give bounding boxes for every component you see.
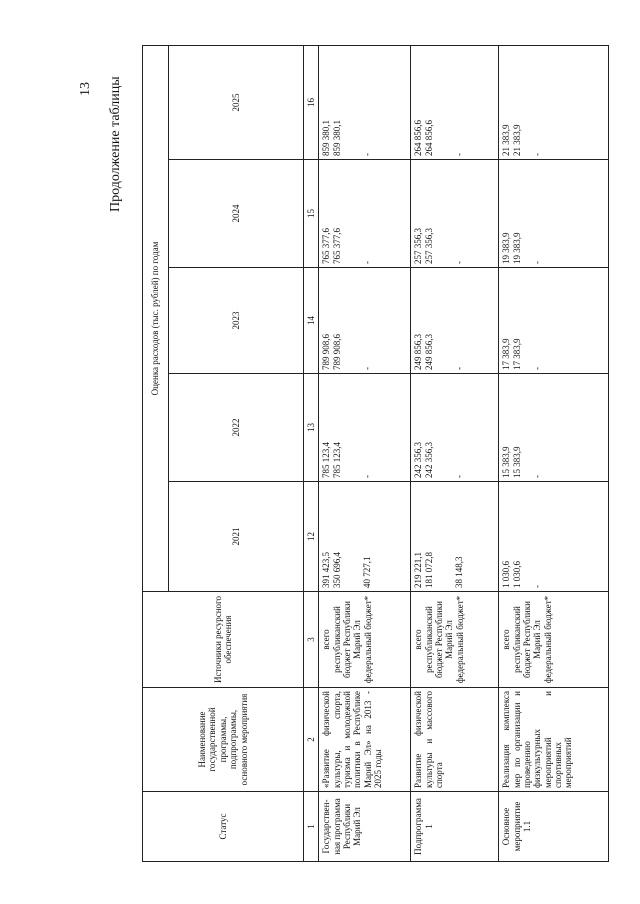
col-number: 15 xyxy=(304,160,319,268)
value-2022 xyxy=(499,374,609,482)
source-federal: федеральный бюджет* xyxy=(542,595,553,684)
value-total: 249 856,3 xyxy=(413,334,424,370)
value-federal: - xyxy=(362,475,373,478)
table-row-subprogram xyxy=(411,45,499,861)
source-total: всего xyxy=(321,629,332,650)
continuation-title: Продолжение таблицы xyxy=(108,76,123,212)
source-federal: федеральный бюджет* xyxy=(454,595,465,684)
value-2024 xyxy=(411,160,499,268)
value-federal: - xyxy=(532,475,543,478)
value-total: 19 383,9 xyxy=(501,232,512,264)
col-number: 12 xyxy=(304,482,319,592)
value-federal: - xyxy=(454,475,465,478)
value-republic: 1 030,6 xyxy=(511,561,522,588)
row-status: Основное мероприятие 1.1 xyxy=(499,792,609,862)
value-2025 xyxy=(319,45,411,159)
value-total: 789 908,6 xyxy=(321,334,332,370)
value-total: 17 383,9 xyxy=(501,338,512,370)
col-number: 13 xyxy=(304,374,319,482)
value-2023 xyxy=(499,268,609,374)
source-republic: республиканский бюджет Республики Марий Эл xyxy=(511,601,543,678)
row-status: Подпрограмма 1 xyxy=(411,792,499,862)
value-2021 xyxy=(411,482,499,592)
value-total: 219 221,1 xyxy=(413,552,424,588)
header-year-2023: 2023 xyxy=(168,268,303,374)
value-federal: - xyxy=(362,153,373,156)
row-name: Развитие физической культуры и массового спорта xyxy=(411,688,499,792)
value-republic: 21 383,9 xyxy=(511,124,522,156)
value-federal: 38 148,3 xyxy=(454,556,465,588)
header-year-2025: 2025 xyxy=(168,45,303,159)
value-republic: 785 123,4 xyxy=(331,442,342,478)
value-2021 xyxy=(319,482,411,592)
value-total: 21 383,9 xyxy=(501,124,512,156)
value-federal: - xyxy=(532,367,543,370)
header-year-2021: 2021 xyxy=(168,482,303,592)
header-sources: Источники ресурсного обеспечения xyxy=(143,592,304,688)
value-total: 1 030,6 xyxy=(501,561,512,588)
value-republic: 181 072,8 xyxy=(423,552,434,588)
value-total: 785 123,4 xyxy=(321,442,332,478)
row-sources xyxy=(411,592,499,688)
col-number: 1 xyxy=(304,792,319,862)
header-name: Наименование государственной программы, подпрограммы, основного мероприятия xyxy=(143,688,304,792)
value-total: 257 356,3 xyxy=(413,228,424,264)
value-republic: 859 380,1 xyxy=(331,120,342,156)
value-2024 xyxy=(499,160,609,268)
value-federal: - xyxy=(532,585,543,588)
value-federal: - xyxy=(532,261,543,264)
value-republic: 765 377,6 xyxy=(331,228,342,264)
row-sources xyxy=(499,592,609,688)
source-federal: федеральный бюджет* xyxy=(362,595,373,684)
table-row-program xyxy=(319,45,411,861)
table-row-activity xyxy=(499,45,609,861)
value-republic: 15 383,9 xyxy=(511,446,522,478)
source-republic: республиканский бюджет Республики Марий Эл xyxy=(331,601,363,678)
header-status: Статус xyxy=(143,792,304,862)
value-republic: 350 696,4 xyxy=(331,552,342,588)
value-federal: - xyxy=(532,153,543,156)
value-republic: 249 856,3 xyxy=(423,334,434,370)
header-year-2022: 2022 xyxy=(168,374,303,482)
value-2025 xyxy=(411,45,499,159)
value-republic: 789 908,6 xyxy=(331,334,342,370)
header-year-2024: 2024 xyxy=(168,160,303,268)
budget-table xyxy=(142,45,609,862)
source-total: всего xyxy=(501,629,512,650)
value-2023 xyxy=(319,268,411,374)
value-total: 264 856,6 xyxy=(413,120,424,156)
value-total: 765 377,6 xyxy=(321,228,332,264)
col-number: 14 xyxy=(304,268,319,374)
value-2022 xyxy=(319,374,411,482)
value-total: 15 383,9 xyxy=(501,446,512,478)
row-status: Государствен-ная программа Республики Марий Эл xyxy=(319,792,411,862)
col-number: 16 xyxy=(304,45,319,159)
value-federal: - xyxy=(362,367,373,370)
value-federal: - xyxy=(454,261,465,264)
page-number: 13 xyxy=(78,82,93,96)
value-federal: - xyxy=(454,153,465,156)
row-sources xyxy=(319,592,411,688)
value-republic: 17 383,9 xyxy=(511,338,522,370)
value-republic: 264 856,6 xyxy=(423,120,434,156)
value-republic: 257 356,3 xyxy=(423,228,434,264)
source-republic: республиканский бюджет Республики Марий Эл xyxy=(423,601,455,678)
value-2022 xyxy=(411,374,499,482)
value-2021 xyxy=(499,482,609,592)
value-republic: 19 383,9 xyxy=(511,232,522,264)
value-2024 xyxy=(319,160,411,268)
value-republic: 242 356,3 xyxy=(423,442,434,478)
source-total: всего xyxy=(413,629,424,650)
col-number: 2 xyxy=(304,688,319,792)
column-number-row xyxy=(304,45,319,861)
value-2025 xyxy=(499,45,609,159)
value-total: 859 380,1 xyxy=(321,120,332,156)
header-estimate: Оценка расходов (тыс. рублей) по годам xyxy=(143,45,169,591)
value-total: 242 356,3 xyxy=(413,442,424,478)
value-federal: - xyxy=(362,261,373,264)
col-number: 3 xyxy=(304,592,319,688)
row-name: Реализация комплекса мер по организации и проведению физкультурных мероприятий и спортивных мероприятий xyxy=(499,688,609,792)
value-federal: - xyxy=(454,367,465,370)
value-total: 391 423,5 xyxy=(321,552,332,588)
value-2023 xyxy=(411,268,499,374)
row-name: «Развитие физической культуры, спорта, туризма и молодежной политики в Республике Марий Эл» на 2013 - 2025 годы xyxy=(319,688,411,792)
value-federal: 40 727,1 xyxy=(362,556,373,588)
